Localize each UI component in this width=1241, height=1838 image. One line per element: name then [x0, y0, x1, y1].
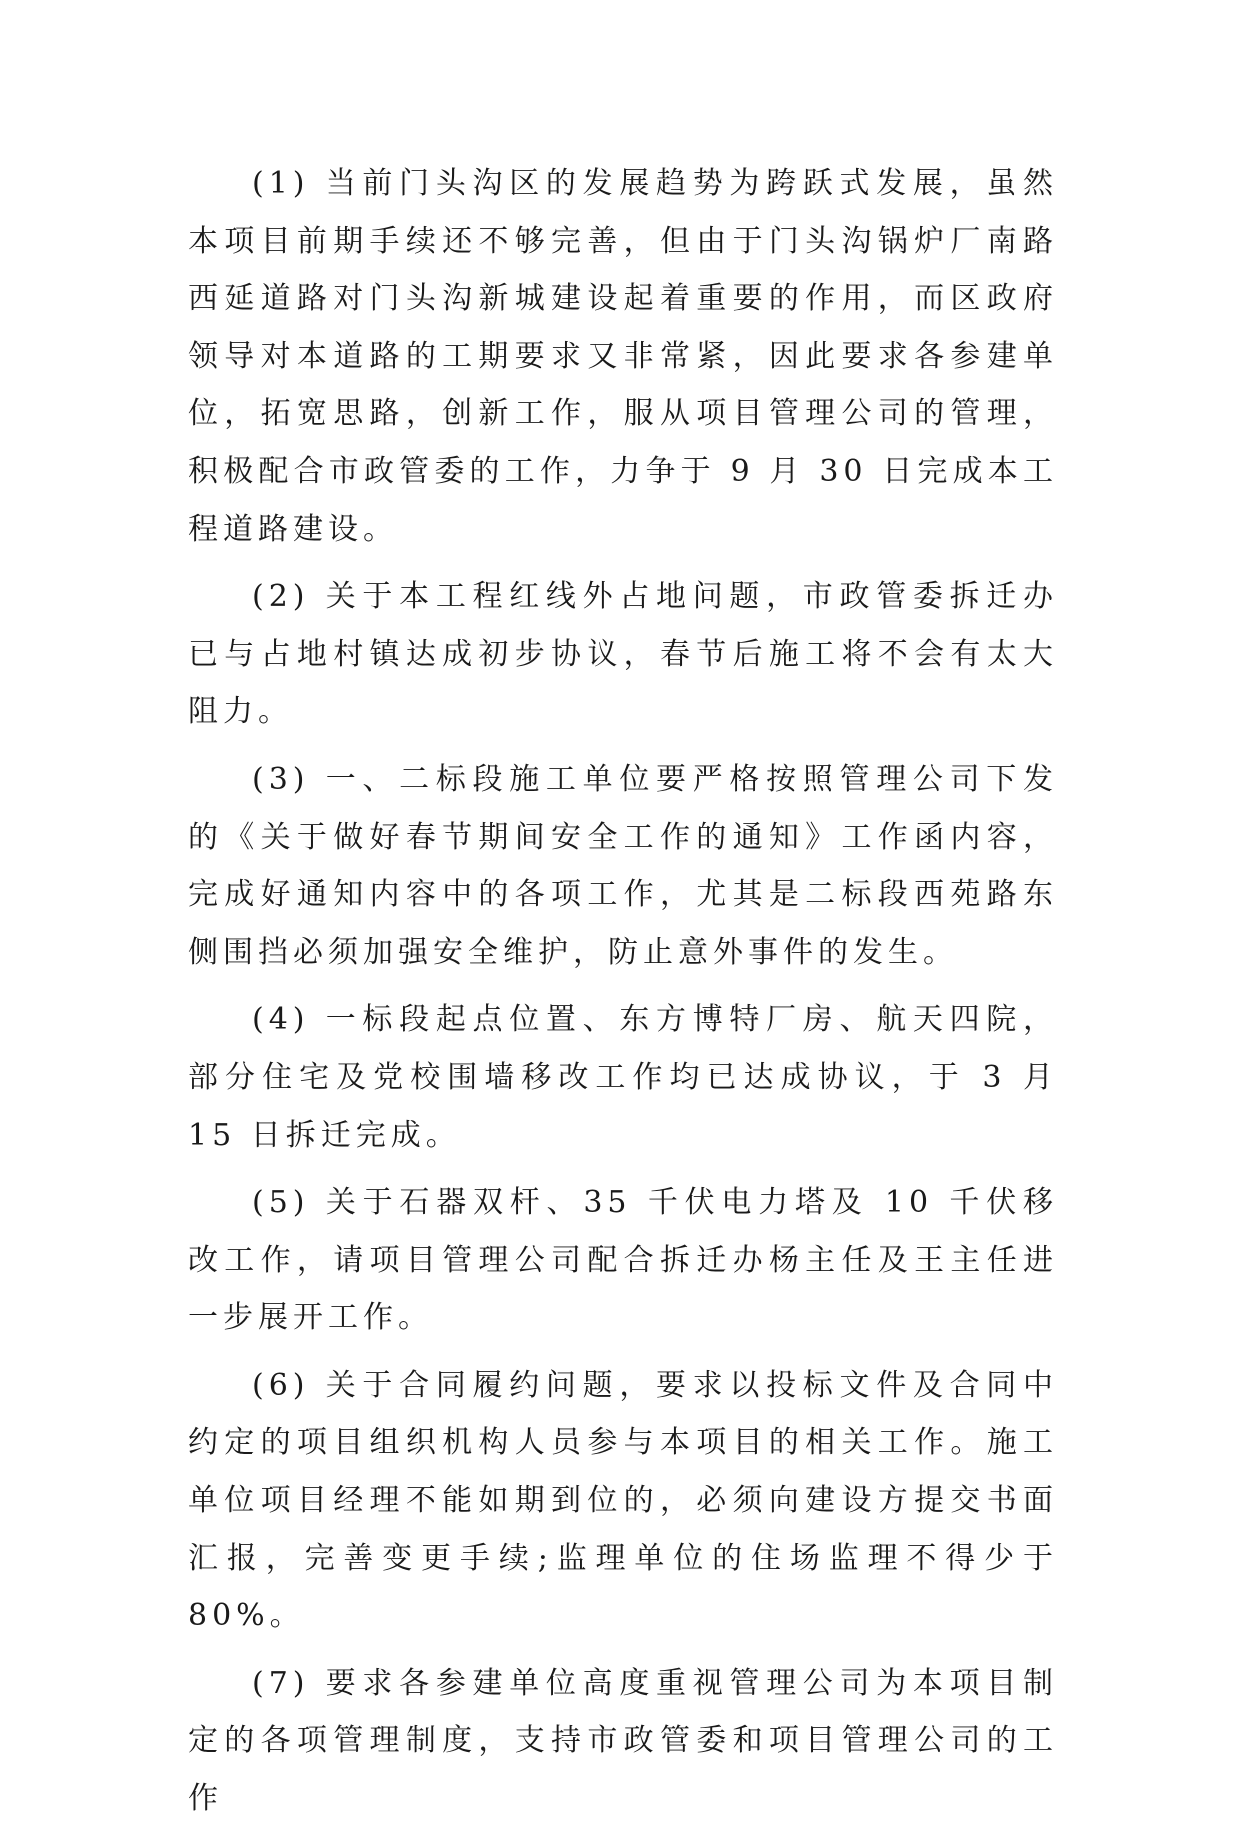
paragraph-7: (7) 要求各参建单位高度重视管理公司为本项目制定的各项管理制度，支持市政管委和项目管理公司的工作: [188, 1665, 1058, 1817]
paragraph-4: (4) 一标段起点位置、东方博特厂房、航天四院，部分住宅及党校围墙移改工作均已达成协议，于 3 月 15 日拆迁完成。: [188, 1002, 1058, 1153]
paragraph-6: (6) 关于合同履约问题，要求以投标文件及合同中约定的项目组织机构人员参与本项目的相关工作。施工单位项目经理不能如期到位的，必须向建设方提交书面汇报，完善变更手续;监理单位的住场监理不得少于 80%。: [188, 1367, 1058, 1634]
paragraph-1: (1) 当前门头沟区的发展趋势为跨跃式发展，虽然本项目前期手续还不够完善，但由于门头沟锅炉厂南路西延道路对门头沟新城建设起着重要的作用，而区政府领导对本道路的工期要求又非常紧，因此要求各参建单位，拓宽思路，创新工作，服从项目管理公司的管理，积极配合市政管委的工作，力争于 9 月 30 日完成本工程道路建设。: [188, 166, 1058, 547]
paragraph-3: (3) 一、二标段施工单位要严格按照管理公司下发的《关于做好春节期间安全工作的通知》工作函内容，完成好通知内容中的各项工作，尤其是二标段西苑路东侧围挡必须加强安全维护，防止意外事件的发生。: [188, 761, 1058, 970]
paragraph-2: (2) 关于本工程红线外占地问题，市政管委拆迁办已与占地村镇达成初步协议，春节后施工将不会有太大阻力。: [188, 579, 1058, 730]
document-body: [188, 155, 1058, 1838]
paragraph-5: (5) 关于石器双杆、35 千伏电力塔及 10 千伏移改工作，请项目管理公司配合拆迁办杨主任及王主任进一步展开工作。: [188, 1185, 1058, 1336]
